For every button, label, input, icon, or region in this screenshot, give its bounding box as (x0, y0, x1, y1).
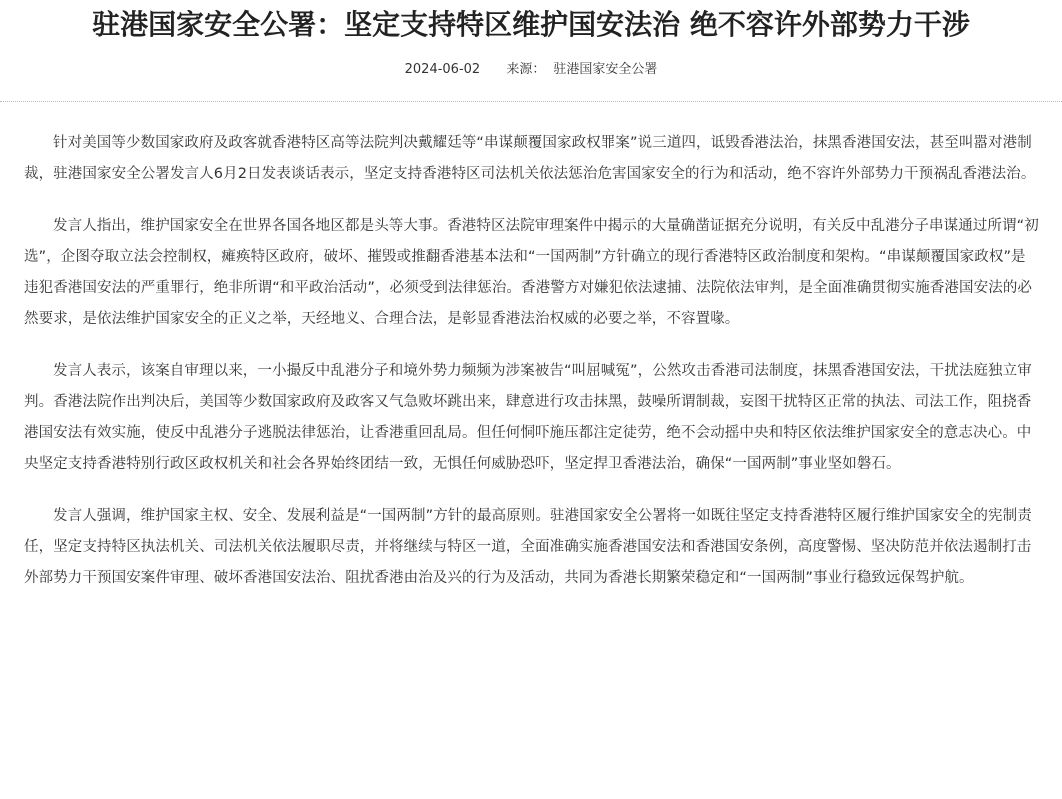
paragraph-2: 发言人指出，维护国家安全在世界各国各地区都是头等大事。香港特区法院审理案件中揭示的大量确凿证据充分说明，有关反中乱港分子串谋通过所谓“初选”，企图夺取立法会控制权，瘫痪特区政府，破坏、摧毁或推翻香港基本法和“一国两制”方针确立的现行香港特区政治制度和架构。“串谋颠覆国家政权”是违犯香港国安法的严重罪行，绝非所谓“和平政治活动”，必须受到法律惩治。香港警方对嫌犯依法逮捕、法院依法审判，是全面准确贯彻实施香港国安法的必然要求，是依法维护国家安全的正义之举，天经地义、合理合法，是彰显香港法治权威的必要之举，不容置喙。 (24, 218, 1039, 327)
paragraph-1: 针对美国等少数国家政府及政客就香港特区高等法院判决戴耀廷等“串谋颠覆国家政权罪案”说三道四，诋毁香港法治，抹黑香港国安法，甚至叫嚣对港制裁，驻港国家安全公署发言人6月2日发表谈话表示，坚定支持香港特区司法机关依法惩治危害国家安全的行为和活动，绝不容许外部势力干预祸乱香港法治。 (24, 135, 1036, 182)
paragraph-3: 发言人表示，该案自审理以来，一小撮反中乱港分子和境外势力频频为涉案被告“叫屈喊冤”，公然攻击香港司法制度，抹黑香港国安法，干扰法庭独立审判。香港法院作出判决后，美国等少数国家政府及政客又气急败坏跳出来，肆意进行攻击抹黑，鼓噪所谓制裁，妄图干扰特区正常的执法、司法工作，阻挠香港国安法有效实施，使反中乱港分子逃脱法律惩治，让香港重回乱局。但任何恫吓施压都注定徒劳，绝不会动摇中央和特区依法维护国家安全的意志决心。中央坚定支持香港特别行政区政权机关和社会各界始终团结一致，无惧任何威胁恐吓，坚定捍卫香港法治，确保“一国两制”事业坚如磐石。 (24, 363, 1032, 472)
source-name: 驻港国家安全公署 (553, 62, 658, 77)
publish-date: 2024-06-02 (404, 62, 481, 77)
paragraph-4: 发言人强调，维护国家主权、安全、发展利益是“一国两制”方针的最高原则。驻港国家安全公署将一如既往坚定支持香港特区履行维护国家安全的宪制责任，坚定支持特区执法机关、司法机关依法履职尽责，并将继续与特区一道，全面准确实施香港国安法和香港国安条例，高度警惕、坚决防范并依法遏制打击外部势力干预国安案件审理、破坏香港国安法治、阻扰香港由治及兴的行为及活动，共同为香港长期繁荣稳定和“一国两制”事业行稳致远保驾护航。 (24, 508, 1032, 586)
article-meta (0, 60, 1062, 80)
header-divider (0, 101, 1062, 102)
article-body (0, 128, 1062, 594)
article-title: 驻港国家安全公署：坚定支持特区维护国安法治 绝不容许外部势力干涉 (92, 8, 970, 41)
source-label: 来源： (506, 62, 546, 77)
